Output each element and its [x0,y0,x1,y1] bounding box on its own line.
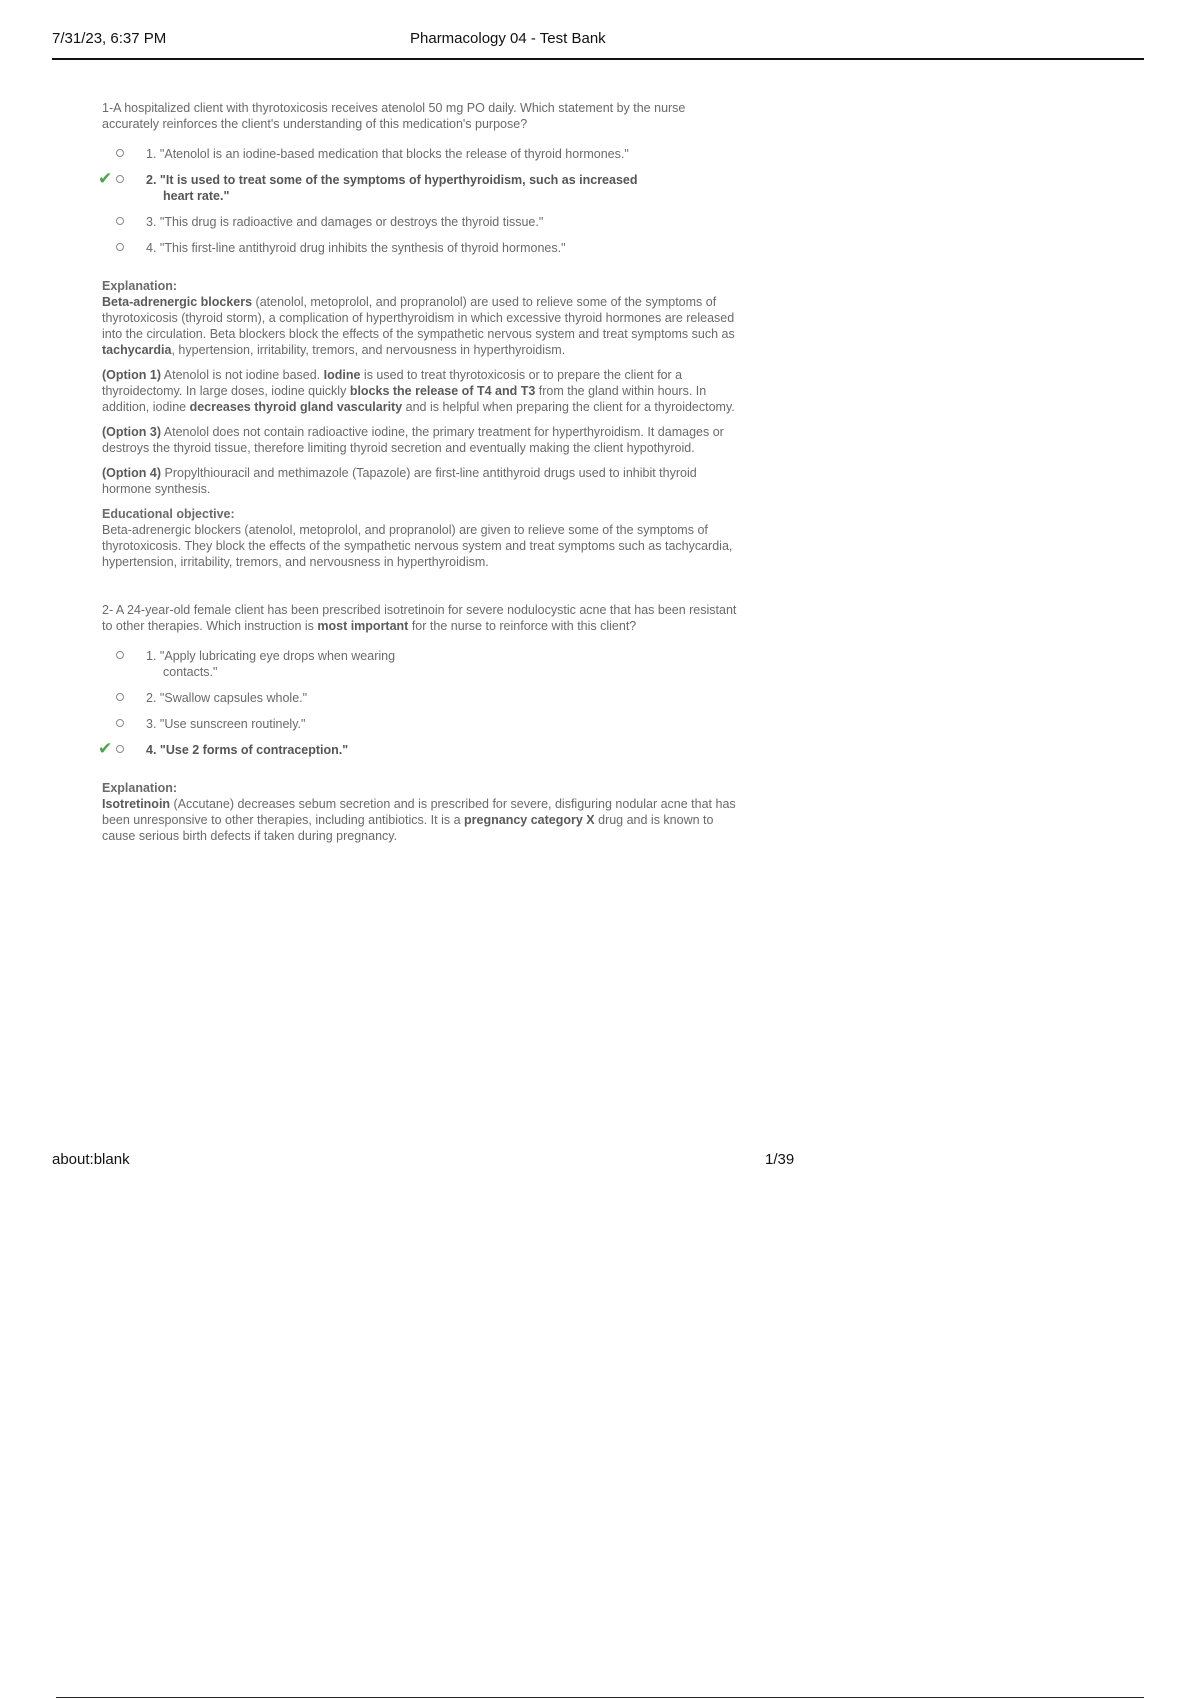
radio-button[interactable] [116,693,124,701]
radio-button[interactable] [116,217,124,225]
radio-button[interactable] [116,651,124,659]
option-text: "Use sunscreen routinely." [159,717,306,731]
print-datetime: 7/31/23, 6:37 PM [52,30,167,47]
option-text-continued: contacts." [163,665,218,679]
text-run: Atenolol does not contain radioactive iodine, the primary treatment for hyperthyroidism. It damages or destroys the thyroid tissue, therefore limiting thyroid secretion and eventually making the client hypothyroid. [102,425,724,455]
checkmark-icon: ✔ [98,169,113,188]
option-text: "This drug is radioactive and damages or destroys the thyroid tissue." [159,215,544,229]
radio-button[interactable] [116,243,124,251]
option-text: "Swallow capsules whole." [159,691,308,705]
option-text: "Apply lubricating eye drops when wearing [159,649,396,663]
radio-button[interactable] [116,149,124,157]
bottom-divider [56,1697,1144,1698]
question-block-1 [98,100,742,570]
question-block-2 [98,602,742,844]
bold-term: Iodine [323,368,361,382]
educational-objective-text: Beta-adrenergic blockers (atenolol, metoprolol, and propranolol) are given to relieve some of the symptoms of thyrotoxicosis. They block the effects of the sympathetic nervous system and treat symptoms such as tachycardia, hypertension, irritability, tremors, and nervousness in hyperthyroidism. [102,523,733,569]
checkmark-icon: ✔ [98,739,113,758]
bold-term: most important [317,619,409,633]
option-number: 4. [146,743,157,757]
text-run: , hypertension, irritability, tremors, and nervousness in hyperthyroidism. [171,343,566,357]
print-header [52,28,1144,60]
bold-term: blocks the release of T4 and T3 [349,384,536,398]
explanation-1 [102,278,742,570]
text-run: and is helpful when preparing the client for a thyroidectomy. [402,400,735,414]
explanation-heading: Explanation: [102,279,178,293]
print-footer-page: 1/39 [765,1151,795,1168]
test-bank-content [98,100,742,853]
option-1-rationale [102,367,742,415]
text-run: 2- A 24-year-old female client has been prescribed isotretinoin for severe nodulocystic acne that has been resistant to other therapies. Which instruction is [102,603,737,633]
q2-option-2[interactable] [102,690,742,706]
bold-term: Beta-adrenergic blockers [102,295,253,309]
question-2-text [102,602,742,634]
bold-term: decreases thyroid gland vascularity [189,400,403,414]
question-1-options [98,146,742,256]
text-run: from the gland within hours. In addition, iodine [102,384,707,414]
option-text: "Atenolol is an iodine-based medication that blocks the release of thyroid hormones." [159,147,629,161]
option-number: 1. [146,649,157,663]
option-number: 4. [146,241,157,255]
explanation-heading: Explanation: [102,781,178,795]
explanation-2 [102,780,742,844]
q2-option-4[interactable] [98,739,742,758]
question-2-options [98,648,742,758]
option-label: (Option 3) [102,425,162,439]
radio-button[interactable] [116,175,124,183]
text-run: Propylthiouracil and methimazole (Tapazole) are first-line antithyroid drugs used to inhibit thyroid hormone synthesis. [102,466,697,496]
text-run: (atenolol, metoprolol, and propranolol) are used to relieve some of the symptoms of thyrotoxicosis (thyroid storm), a complication of hyperthyroidism in which excessive thyroid hormones are released into the circulation. Beta blockers block the effects of the sympathetic nervous system and treat symptoms such as [102,295,735,341]
text-run: is used to treat thyrotoxicosis or to prepare the client for a thyroidectomy. In large doses, iodine quickly [102,368,683,398]
question-1-text: 1-A hospitalized client with thyrotoxicosis receives atenolol 50 mg PO daily. Which statement by the nurse accurately reinforces the client's understanding of this medication's purpose? [102,101,686,131]
q2-option-3[interactable] [102,716,742,732]
radio-button[interactable] [116,719,124,727]
bold-term: pregnancy category X [464,813,595,827]
option-text: "It is used to treat some of the symptoms of hyperthyroidism, such as increased [159,173,638,187]
option-number: 1. [146,147,157,161]
option-number: 2. [146,691,157,705]
print-footer-url: about:blank [52,1151,130,1168]
q1-option-4[interactable] [102,240,742,256]
option-number: 3. [146,717,157,731]
q1-option-2[interactable] [98,169,742,204]
text-run: drug and is known to cause serious birth defects if taken during pregnancy. [102,813,714,843]
text-run: Atenolol is not iodine based. [161,368,324,382]
explanation-paragraph [102,294,742,358]
option-label: (Option 4) [102,466,162,480]
option-text: "Use 2 forms of contraception." [159,743,349,757]
bold-term: Isotretinoin [102,797,171,811]
option-number: 2. [146,173,157,187]
q1-option-1[interactable] [102,146,742,162]
text-run: (Accutane) decreases sebum secretion and is prescribed for severe, disfiguring nodular acne that has been unresponsive to other therapies, including antibiotics. It is a [102,797,736,827]
q2-option-1[interactable] [102,648,742,680]
option-number: 3. [146,215,157,229]
option-4-rationale [102,465,742,497]
option-label: (Option 1) [102,368,162,382]
explanation-paragraph [102,796,742,844]
text-run: for the nurse to reinforce with this client? [408,619,637,633]
bold-term: tachycardia [102,343,172,357]
radio-button[interactable] [116,745,124,753]
option-text: "This first-line antithyroid drug inhibits the synthesis of thyroid hormones." [159,241,566,255]
document-title: Pharmacology 04 - Test Bank [410,30,606,47]
q1-option-3[interactable] [102,214,742,230]
option-text-continued: heart rate." [163,189,230,203]
educational-objective-heading: Educational objective: [102,507,235,521]
option-3-rationale [102,424,742,456]
